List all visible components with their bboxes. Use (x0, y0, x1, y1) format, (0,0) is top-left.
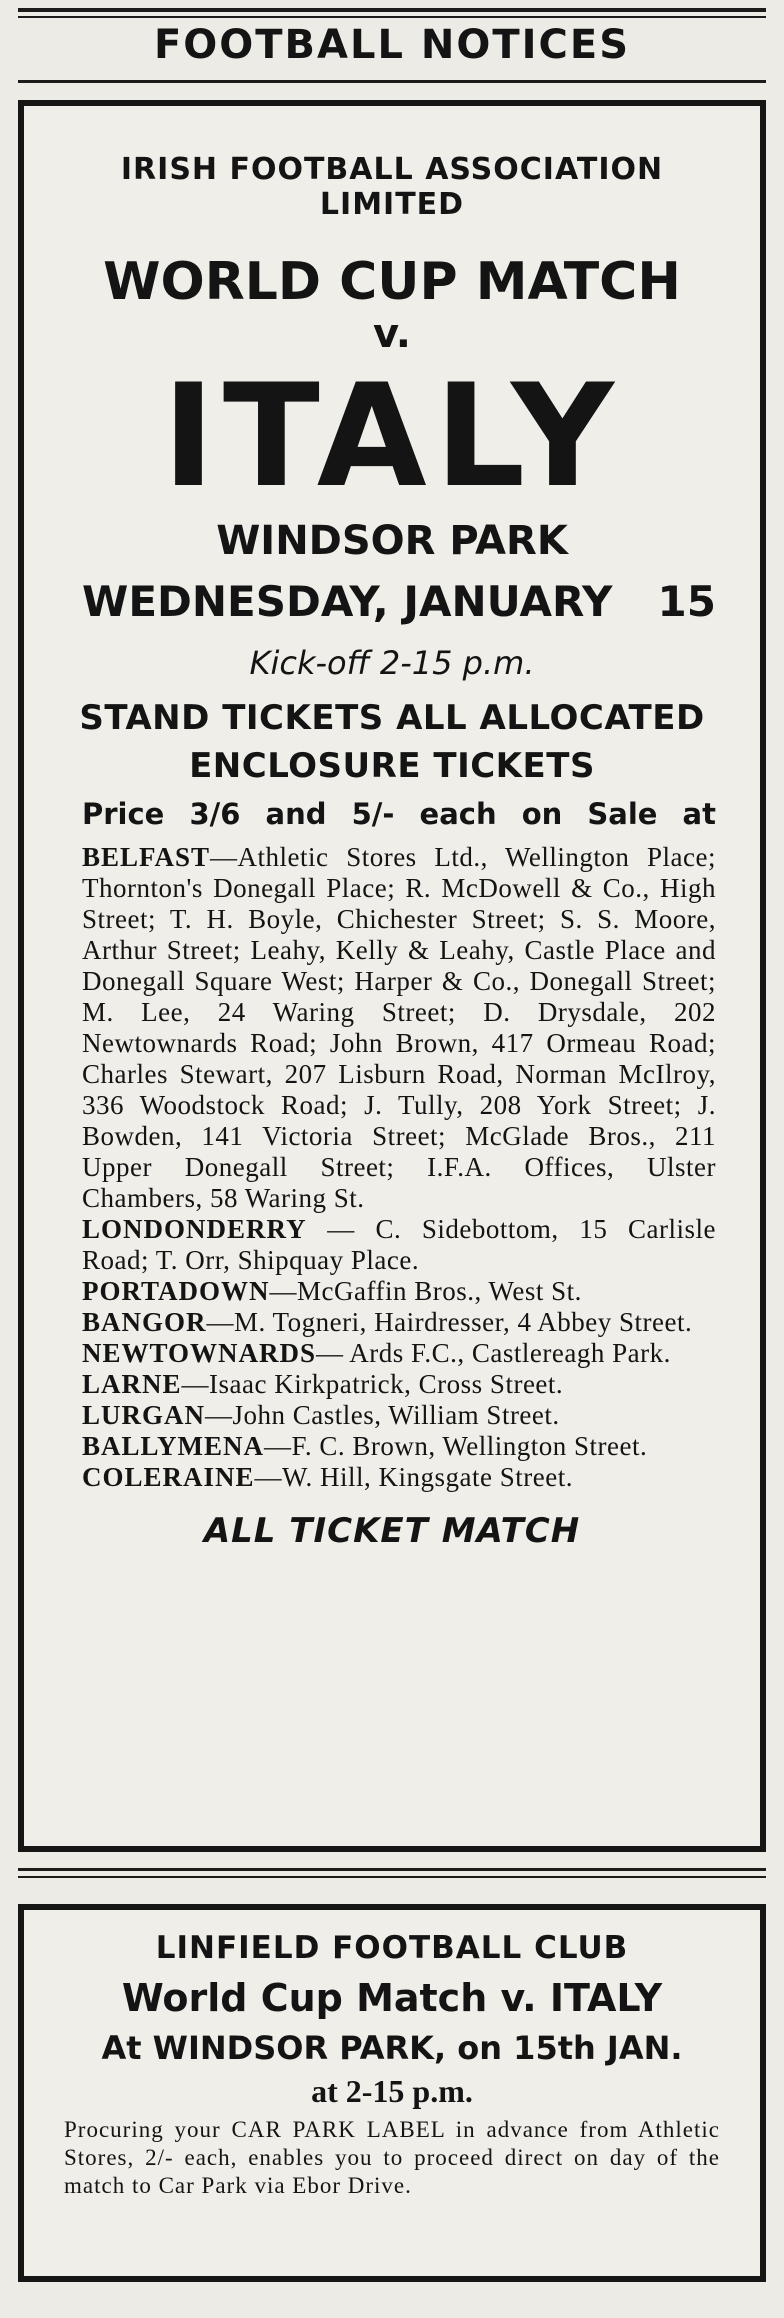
club-name: LINFIELD FOOTBALL CLUB (155, 1930, 629, 1966)
outlet-entry (82, 1369, 716, 1400)
top-rule-thin (18, 16, 766, 18)
match-date (82, 572, 716, 632)
outlet-details: —Athletic Stores Ltd., Wellington Place; Thornton's Donegall Place; R. McDowell & Co., High Street; T. H. Boyle, Chichester Street; S. S. Moore, Arthur Street; Leahy, Kelly & Leahy, Castle Place and Donegall Square West; Harper & Co., Donegall Street; M. Lee, 24 Waring Street; D. Drysdale, 202 Newtownards Road; John Brown, 417 Ormeau Road; Charles Stewart, 207 Lisburn Road, Norman McIlroy, 336 Woodstock Road; J. Tully, 208 York Street; J. Bowden, 141 Victoria Street; McGlade Bros., 211 Upper Donegall Street; I.F.A. Offices, Ulster Chambers, 58 Waring St. (82, 842, 716, 1213)
top-rule (18, 8, 766, 12)
section-heading: FOOTBALL NOTICES (153, 22, 631, 68)
event-title-2: World Cup Match v. ITALY (121, 1976, 663, 2020)
org-name-line2: LIMITED (319, 187, 465, 222)
heading-rule (18, 80, 766, 83)
kickoff-time: Kick-off 2-15 p.m. (249, 644, 535, 682)
event-title: WORLD CUP MATCH (103, 252, 681, 312)
outlet-town: LARNE (82, 1369, 182, 1399)
outlet-entry (82, 842, 716, 1214)
outlet-entry (82, 1307, 716, 1338)
outlet-town: BANGOR (82, 1307, 207, 1337)
match-date-number: 15 (657, 577, 716, 626)
versus: v. (372, 311, 411, 357)
org-name-line1: IRISH FOOTBALL ASSOCIATION (120, 152, 664, 187)
outlet-details: —McGaffin Bros., West St. (269, 1276, 582, 1306)
separator-rule-thin (18, 1876, 766, 1878)
outlet-town: LONDONDERRY (82, 1214, 307, 1244)
outlet-town: BELFAST (82, 842, 211, 872)
outlet-town: BALLYMENA (82, 1431, 265, 1461)
ticket-price: Price 3/6 and 5/- each on Sale at (82, 797, 716, 831)
linfield-advertisement (18, 1904, 766, 2282)
outlet-town: PORTADOWN (82, 1276, 270, 1306)
outlet-details: —John Castles, William Street. (205, 1400, 560, 1430)
ifa-advertisement (18, 100, 766, 1852)
outlet-town: NEWTOWNARDS (82, 1338, 317, 1368)
outlet-details: —W. Hill, Kingsgate Street. (254, 1462, 573, 1492)
outlet-entry (82, 1338, 716, 1369)
opponent-title: ITALY (162, 354, 622, 519)
enclosure-tickets-heading: ENCLOSURE TICKETS (189, 746, 595, 786)
outlet-entry (82, 1431, 716, 1462)
outlet-entry (82, 1276, 716, 1307)
separator-rule (18, 1868, 766, 1871)
match-date-day: WEDNESDAY, JANUARY (82, 577, 613, 626)
outlet-details: — C. Sidebottom, 15 Carlisle Road; T. Orr, Shipquay Place. (82, 1214, 716, 1275)
outlet-entry (82, 1462, 716, 1493)
outlet-details: — Ards F.C., Castlereagh Park. (316, 1338, 671, 1368)
outlet-details: —M. Togneri, Hairdresser, 4 Abbey Street. (206, 1307, 693, 1337)
car-park-notice: Procuring your CAR PARK LABEL in advance from Athletic Stores, 2/- each, enables you to proceed direct on day of the match to Car Park via Ebor Drive. (64, 2117, 720, 2198)
match-time: at 2-15 p.m. (311, 2073, 473, 2109)
stand-tickets-notice: STAND TICKETS ALL ALLOCATED (79, 698, 705, 738)
all-ticket-match: ALL TICKET MATCH (203, 1511, 581, 1551)
outlet-entry (82, 1214, 716, 1276)
outlet-town: COLERAINE (82, 1462, 255, 1492)
outlet-details: —Isaac Kirkpatrick, Cross Street. (181, 1369, 564, 1399)
venue: WINDSOR PARK (216, 518, 568, 564)
outlet-entry (82, 1400, 716, 1431)
outlet-details: —F. C. Brown, Wellington Street. (264, 1431, 648, 1461)
venue-date-line: At WINDSOR PARK, on 15th JAN. (101, 2029, 683, 2067)
outlet-town: LURGAN (82, 1400, 206, 1430)
